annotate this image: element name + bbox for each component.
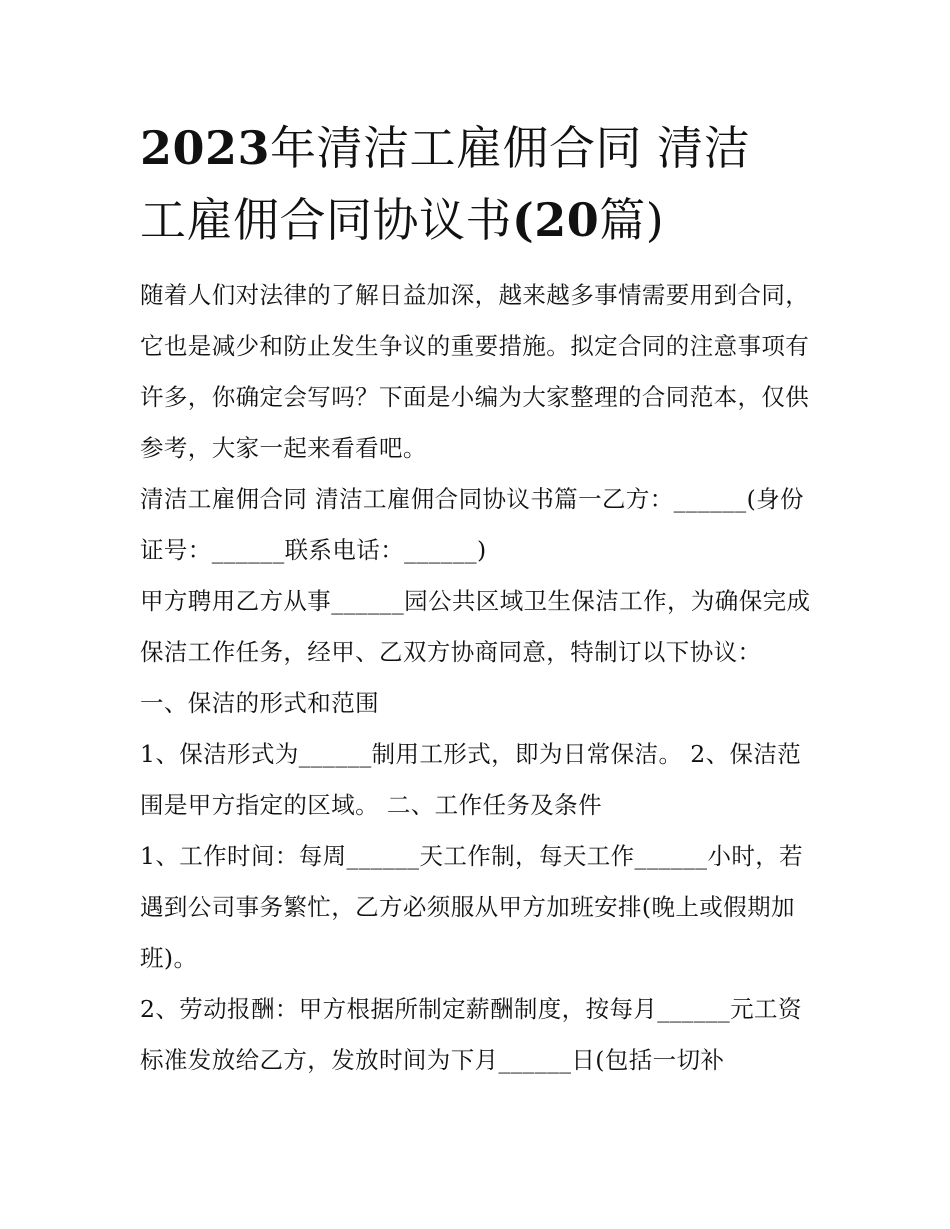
title-line2-text: 工雇佣合同协议书: [140, 193, 512, 247]
paragraph-employment: 甲方聘用乙方从事______园公共区域卫生保洁工作，为确保完成保洁工作任务，经甲、乙双方协商同意，特制订以下协议：: [140, 587, 811, 666]
paragraph-work-hours: 1、工作时间：每周______天工作制，每天工作______小时，若遇到公司事务繁忙，乙方必须服从甲方加班安排(晚上或假期加班)。: [140, 842, 804, 972]
paragraph-scope-items: 1、保洁形式为______制用工形式，即为日常保洁。 2、保洁范围是甲方指定的区域。 二、工作任务及条件: [140, 740, 802, 819]
title-count: (20: [512, 193, 600, 247]
title-line1-text: 年清洁工雇佣合同 清洁: [270, 121, 751, 175]
document-body: [140, 270, 820, 1086]
title-line2-tail: 篇): [599, 193, 665, 247]
paragraph-remuneration: 2、劳动报酬：甲方根据所制定薪酬制度，按每月______元工资标准发放给乙方，发放时间为下月______日(包括一切补: [140, 995, 802, 1074]
paragraph-party-b: 清洁工雇佣合同 清洁工雇佣合同协议书篇一乙方：______(身份证号：______联系电话：______): [140, 485, 804, 564]
paragraph-intro: 随着人们对法律的了解日益加深，越来越多事情需要用到合同，它也是减少和防止发生争议的重要措施。拟定合同的注意事项有许多，你确定会写吗？下面是小编为大家整理的合同范本，仅供参考，大家一起来看看吧。: [140, 281, 810, 462]
section-heading-scope: 一、保洁的形式和范围: [140, 689, 379, 717]
title-year: 2023: [140, 121, 271, 175]
document-title: [140, 112, 820, 256]
document-page: [140, 112, 820, 1086]
